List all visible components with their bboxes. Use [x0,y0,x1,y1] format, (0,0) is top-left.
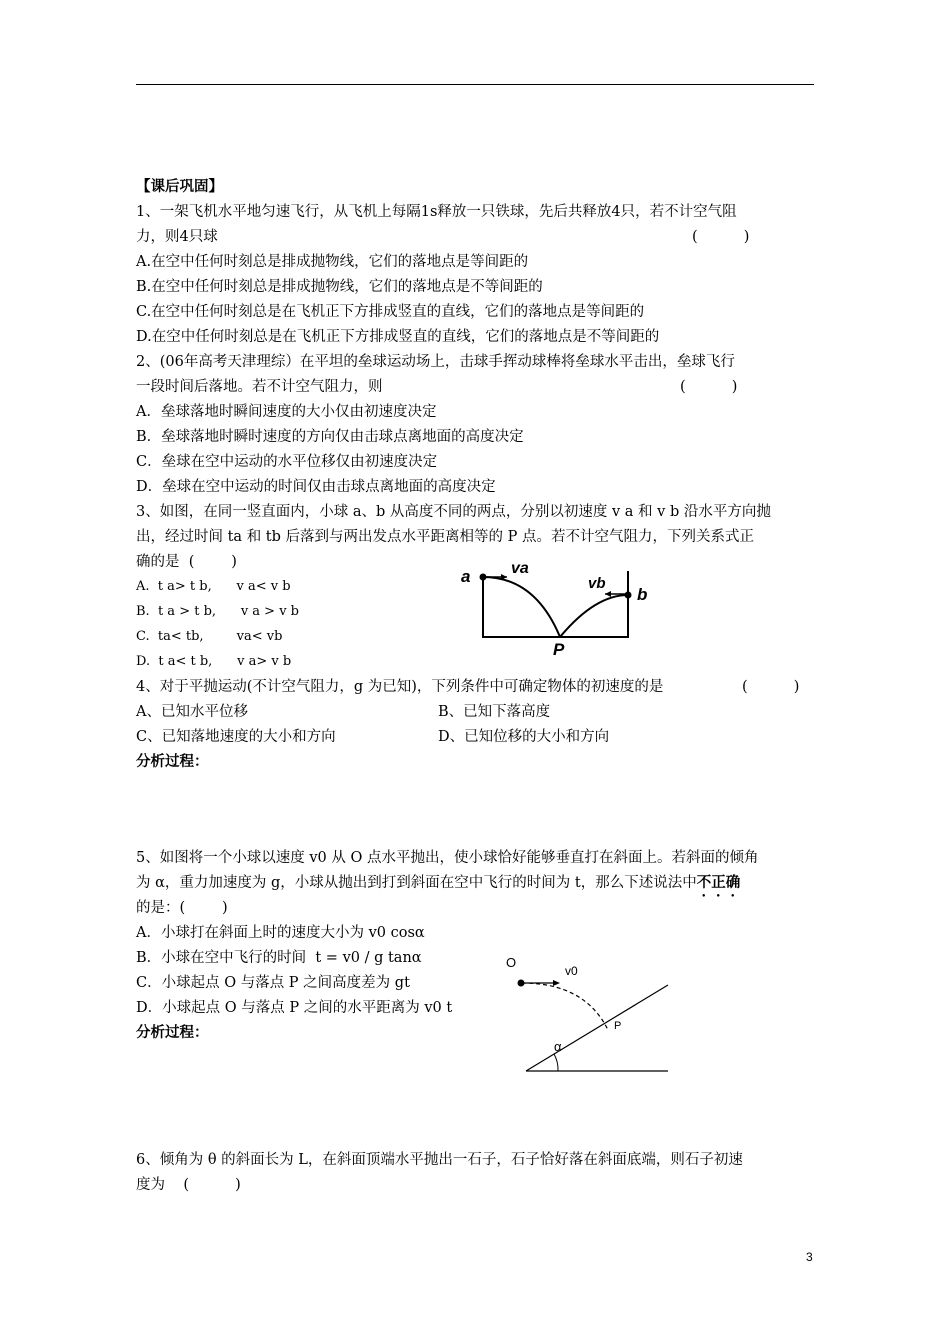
q3-figure [455,555,655,660]
q2-option-b: B．垒球落地时瞬时速度的方向仅由击球点离地面的高度决定 [136,429,524,445]
q6-line2: 度为 ( ) [136,1177,241,1193]
q3-option-c: C. ta< tb, va< vb [136,629,283,644]
q5-not-correct-emphasis: 不正确 [696,874,741,891]
q1-option-d: D.在空中任何时刻总是在飞机正下方排成竖直的直线，它们的落地点是不等间距的 [136,329,660,345]
label-b: b [637,585,648,604]
label-alpha: α [554,1039,562,1054]
q5-line2-text: 为 α，重力加速度为 g，小球从抛出到打到斜面在空中飞行的时间为 t，那么下述说法中 [136,875,697,891]
q2-option-c: C．垒球在空中运动的水平位移仅由初速度决定 [136,454,438,470]
q1-line2: 力，则4只球 [136,229,218,245]
label-p: P [553,640,565,659]
q5-option-a: A．小球打在斜面上时的速度大小为 v0 cosα [136,925,425,941]
q5-option-d: D．小球起点 O 与落点 P 之间的水平距离为 v0 t [136,1000,453,1016]
page-number: 3 [806,1250,813,1264]
q1-option-c: C.在空中任何时刻总是在飞机正下方排成竖直的直线，它们的落地点是等间距的 [136,304,645,320]
label-p: P [614,1020,622,1032]
q4-option-a: A、已知水平位移 [136,704,248,720]
q4-option-d: D、已知位移的大小和方向 [438,729,610,745]
label-v0: v0 [565,964,578,978]
label-va: va [511,560,529,577]
q3-option-d: D. t a< t b, v a> v b [136,654,292,669]
q5-option-c: C．小球起点 O 与落点 P 之间高度差为 gt [136,975,410,991]
q1-option-b: B.在空中任何时刻总是排成抛物线，它们的落地点是不等间距的 [136,279,543,295]
q5-figure [500,950,675,1075]
q2-option-a: A．垒球落地时瞬间速度的大小仅由初速度决定 [136,404,437,420]
label-o: O [506,955,517,970]
header-rule [136,84,814,85]
q4-option-b: B、已知下落高度 [438,704,551,720]
ball-o-dot [518,980,525,987]
q3-option-a: A. t a> t b, v a< v b [136,579,291,594]
section-title: 【课后巩固】 [136,178,223,195]
q3-option-b: B. t a > t b, v a > v b [136,604,300,619]
q3-line1: 3、如图，在同一竖直面内，小球 a、b 从高度不同的两点，分别以初速度 v a 和 v b 沿水平方向抛 [136,504,771,520]
ball-b-dot [625,592,632,599]
q5-line1: 5、如图将一个小球以速度 v0 从 O 点水平抛出，使小球恰好能够垂直打在斜面上。若斜面的倾角 [136,850,759,866]
q5-option-b: B．小球在空中飞行的时间 t = v0 / g tanα [136,950,422,966]
q2-option-d: D．垒球在空中运动的时间仅由击球点离地面的高度决定 [136,479,496,495]
q4-line1: 4、对于平抛运动(不计空气阻力，g 为已知)，下列条件中可确定物体的初速度的是 [136,679,664,695]
q5-analysis-label: 分析过程： [136,1024,209,1041]
label-a: a [461,567,471,586]
q3-line2: 出，经过时间 ta 和 tb 后落到与两出发点水平距离相等的 P 点。若不计空气阻力，下列关系式正 [136,529,754,545]
q6-line1: 6、倾角为 θ 的斜面长为 L，在斜面顶端水平抛出一石子，石子恰好落在斜面底端，则石子初速 [136,1152,743,1168]
q2-line1: 2、(06年高考天津理综）在平坦的垒球运动场上，击球手挥动球棒将垒球水平击出，垒球飞行 [136,354,735,370]
q1-answer-paren: ( ) [692,229,750,245]
q2-line2: 一段时间后落地。若不计空气阻力，则 [136,379,383,395]
q4-option-c: C、已知落地速度的大小和方向 [136,729,336,745]
q5-line3: 的是：( ) [136,900,228,916]
q1-line1: 1、一架飞机水平地匀速飞行，从飞机上每隔1s释放一只铁球，先后共释放4只，若不计空气阻 [136,204,737,220]
q2-answer-paren: ( ) [680,379,738,395]
q4-analysis-label: 分析过程： [136,753,209,770]
q3-line3: 确的是 ( ) [136,554,237,570]
label-vb: vb [588,575,606,592]
q1-option-a: A.在空中任何时刻总是排成抛物线，它们的落地点是等间距的 [136,254,529,270]
q5-line2 [136,873,740,900]
q4-answer-paren: ( ) [742,679,800,695]
